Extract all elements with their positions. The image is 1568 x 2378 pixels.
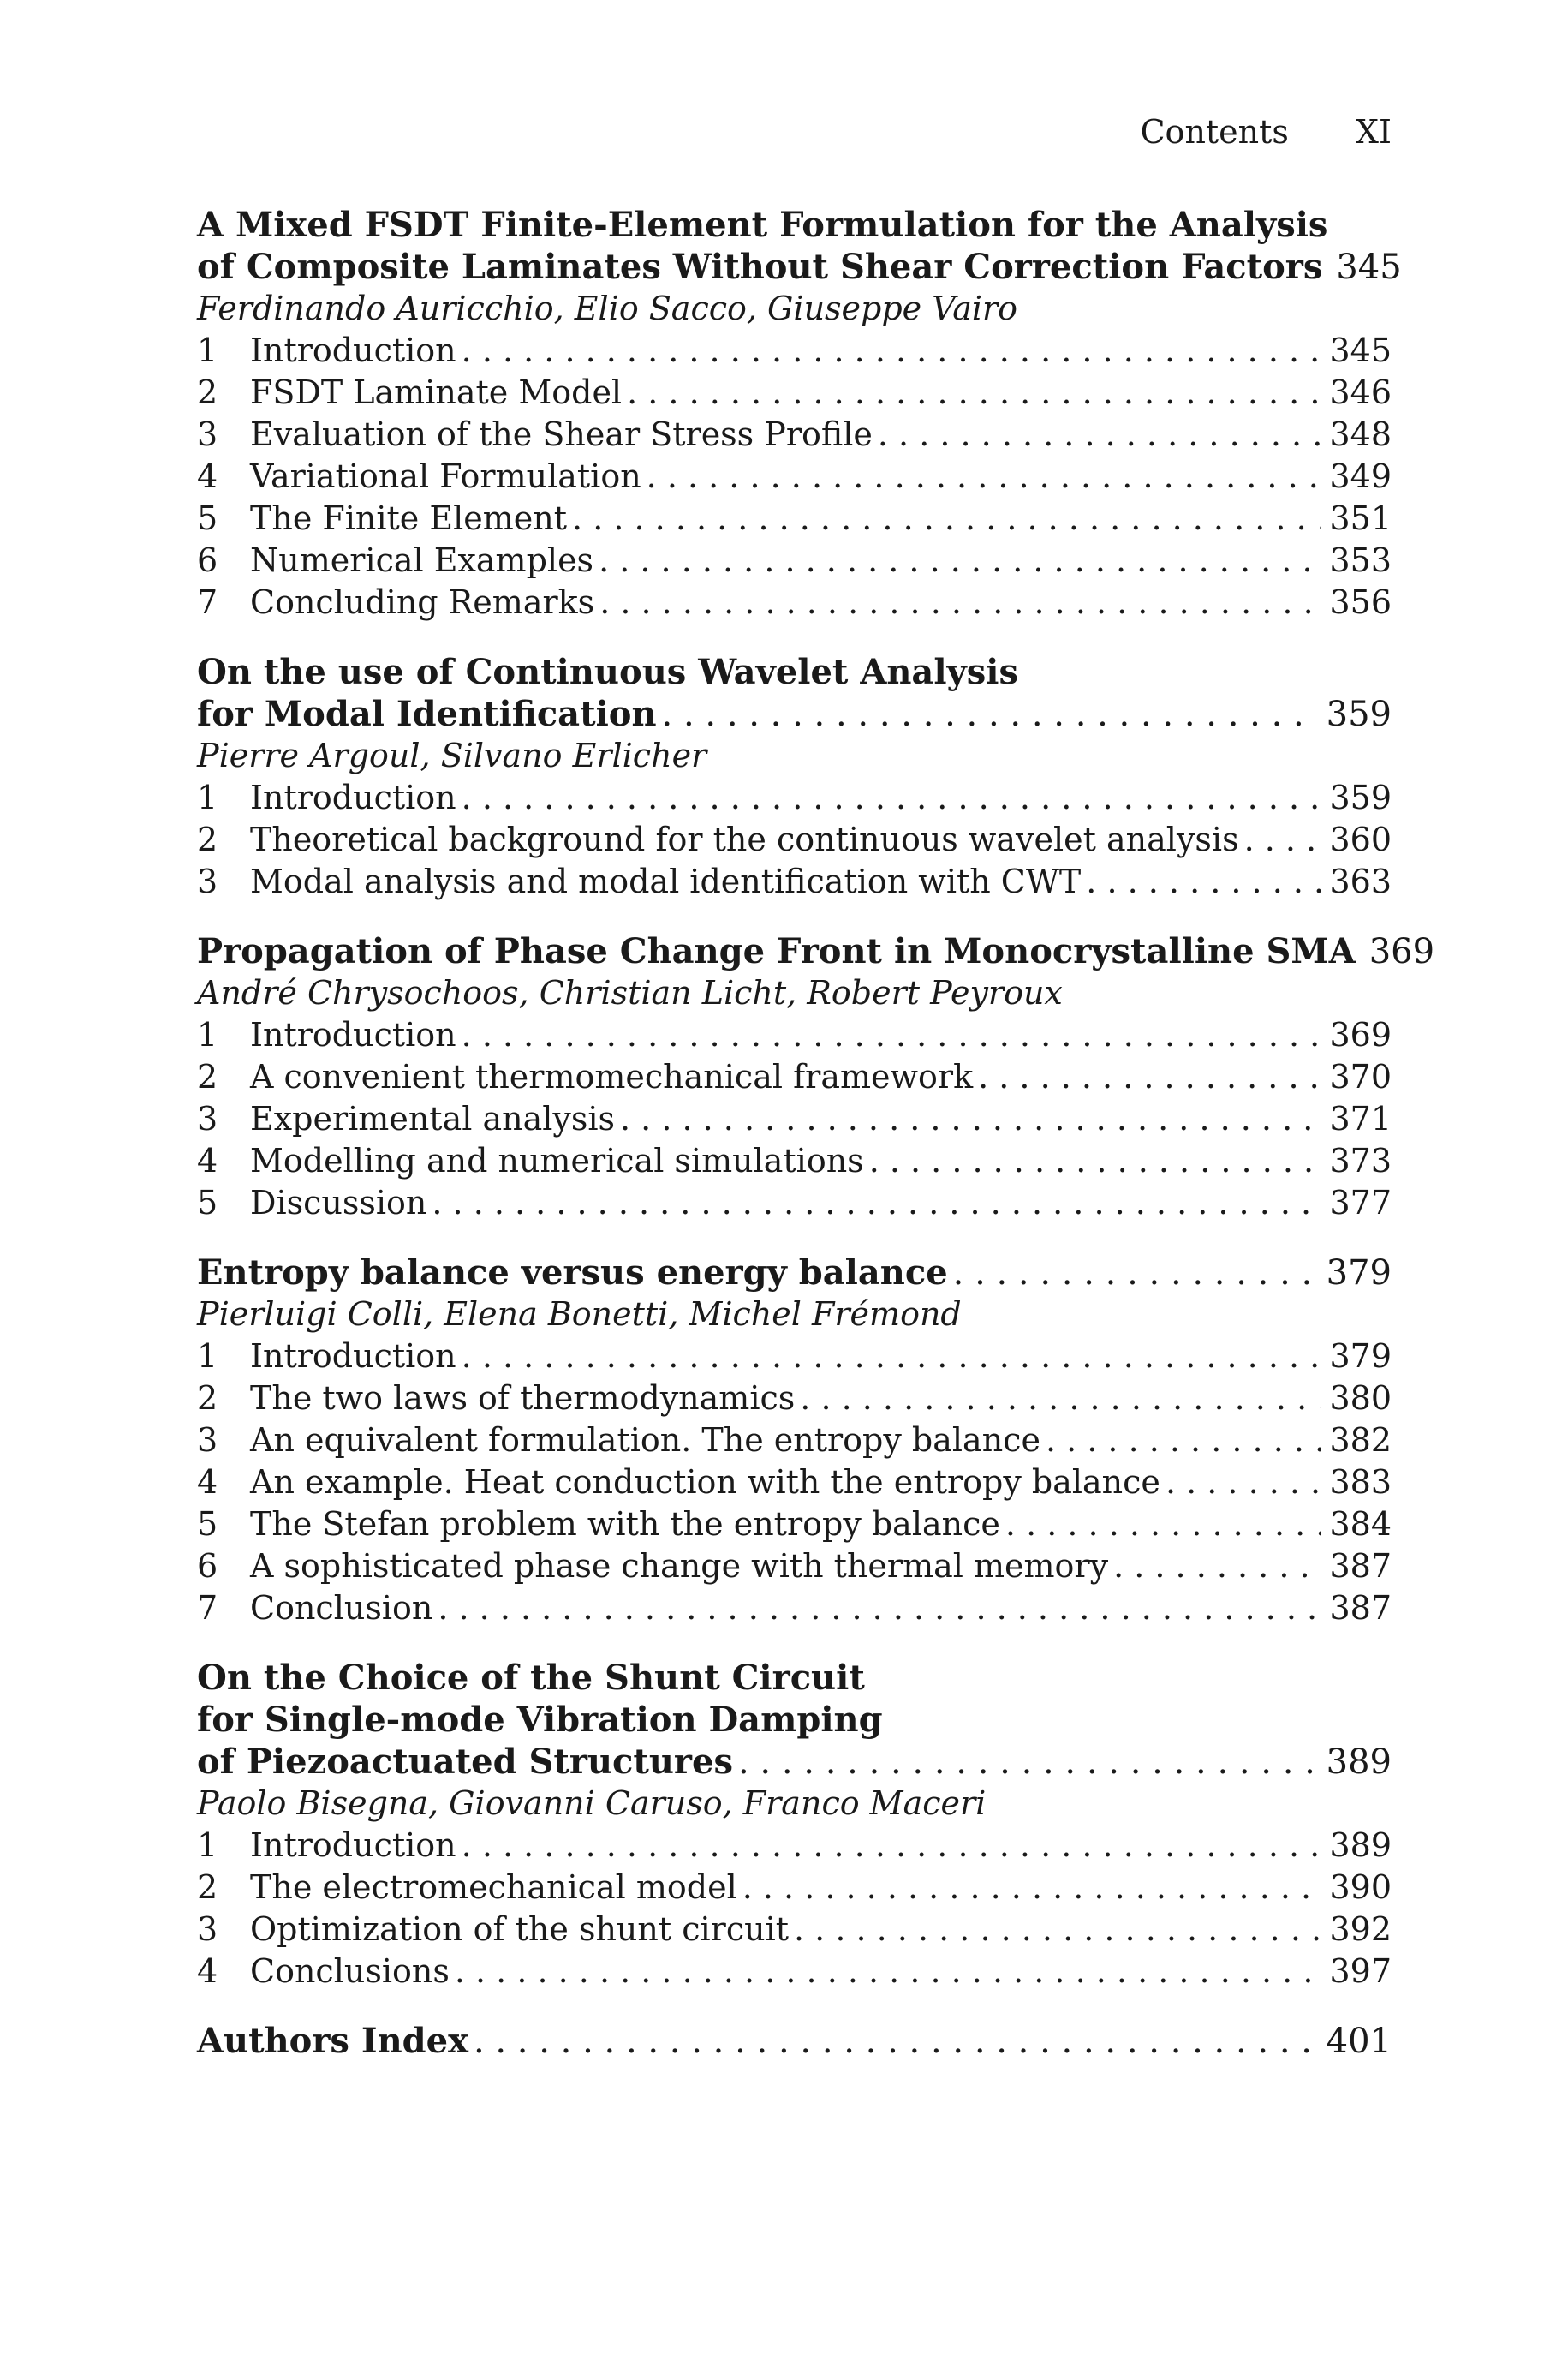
section-entry[interactable]: [197, 540, 1392, 582]
section-page-number: 360: [1329, 821, 1392, 858]
section-page-number: 387: [1329, 1547, 1392, 1585]
paper-page-number: 389: [1326, 1742, 1392, 1782]
section-page-number: 356: [1329, 583, 1392, 621]
section-page-number: 345: [1329, 332, 1392, 369]
section-page-number: 382: [1329, 1421, 1392, 1459]
section-number: 7: [197, 583, 218, 621]
section-title: Experimental analysis: [250, 1100, 616, 1138]
authors-index-entry[interactable]: [197, 2020, 1392, 2062]
section-entry[interactable]: [197, 1335, 1392, 1377]
paper-title-text: for Single-mode Vibration Damping: [197, 1700, 883, 1740]
paper-title-line: [197, 651, 1392, 693]
section-title: Introduction: [250, 1337, 456, 1375]
dot-leader: [647, 456, 1321, 498]
section-number: 4: [197, 1142, 218, 1180]
dot-leader: [1113, 1545, 1321, 1587]
dot-leader: [462, 1335, 1321, 1377]
section-title: The two laws of thermodynamics: [250, 1379, 796, 1417]
section-page-number: 351: [1329, 499, 1392, 537]
section-entry[interactable]: [197, 861, 1392, 903]
paper-title-text: of Composite Laminates Without Shear Correction Factors: [197, 247, 1323, 287]
section-number: 4: [197, 1952, 218, 1990]
section-number: 6: [197, 1547, 218, 1585]
toc-paper-entry: [197, 1252, 1392, 1629]
section-entry[interactable]: [197, 414, 1392, 456]
toc-paper-entry: [197, 651, 1392, 903]
paper-page-number: 345: [1336, 248, 1402, 287]
section-entry[interactable]: [197, 330, 1392, 372]
dot-leader: [1166, 1461, 1321, 1503]
section-title: Introduction: [250, 1826, 456, 1864]
paper-authors: Pierluigi Colli, Elena Bonetti, Michel Frémond: [197, 1295, 962, 1333]
section-page-number: 383: [1329, 1463, 1392, 1501]
section-page-number: 379: [1329, 1337, 1392, 1375]
section-title: A sophisticated phase change with thermal memory: [250, 1547, 1109, 1585]
section-title: Introduction: [250, 332, 456, 369]
section-entry[interactable]: [197, 1503, 1392, 1545]
paper-title-line[interactable]: [197, 930, 1435, 972]
section-number: 3: [197, 863, 218, 900]
section-number: 1: [197, 1337, 218, 1375]
section-number: 2: [197, 373, 218, 411]
section-title: Modelling and numerical simulations: [250, 1142, 864, 1180]
section-entry[interactable]: [197, 1377, 1392, 1419]
paper-title-line: [197, 204, 1392, 246]
section-entry[interactable]: [197, 1140, 1392, 1182]
section-number: 5: [197, 1505, 218, 1543]
section-number: 1: [197, 1826, 218, 1864]
paper-authors: Pierre Argoul, Silvano Erlicher: [197, 737, 707, 774]
section-title: The electromechanical model: [250, 1868, 737, 1906]
table-of-contents: [197, 204, 1435, 2062]
paper-title-text: Propagation of Phase Change Front in Monocrystalline SMA: [197, 931, 1356, 971]
section-page-number: 348: [1329, 415, 1392, 453]
paper-title-line[interactable]: [197, 693, 1392, 735]
section-title: A convenient thermomechanical framework: [250, 1058, 974, 1096]
running-head-page-number: XI: [1355, 113, 1392, 151]
authors-index-page-number: 401: [1326, 2022, 1392, 2061]
section-page-number: 392: [1329, 1910, 1392, 1948]
section-page-number: 359: [1329, 779, 1392, 816]
toc-paper-entry: [197, 930, 1435, 1224]
dot-leader: [455, 1951, 1321, 1993]
section-entry[interactable]: [197, 1951, 1392, 1993]
section-entry[interactable]: [197, 582, 1392, 624]
section-number: 3: [197, 415, 218, 453]
dot-leader: [1244, 819, 1321, 861]
paper-title-line: [197, 1699, 1392, 1741]
paper-page-number: 369: [1368, 932, 1435, 971]
section-title: Modal analysis and modal identification with CWT: [250, 863, 1082, 900]
section-title: The Stefan problem with the entropy balance: [250, 1505, 1000, 1543]
section-title: Evaluation of the Shear Stress Profile: [250, 415, 873, 453]
section-entry[interactable]: [197, 1825, 1392, 1867]
dot-leader: [742, 1867, 1321, 1909]
section-title: Optimization of the shunt circuit: [250, 1910, 790, 1948]
section-entry[interactable]: [197, 1098, 1392, 1140]
section-title: Concluding Remarks: [250, 583, 595, 621]
section-page-number: 369: [1329, 1016, 1392, 1054]
section-entry[interactable]: [197, 1909, 1392, 1951]
section-number: 4: [197, 457, 218, 495]
section-title: Theoretical background for the continuous wavelet analysis: [250, 821, 1239, 858]
dot-leader: [869, 1140, 1321, 1182]
paper-page-number: 379: [1326, 1253, 1392, 1293]
paper-title-text: for Modal Identification: [197, 694, 657, 734]
section-page-number: 370: [1329, 1058, 1392, 1096]
paper-title-text: A Mixed FSDT Finite-Element Formulation for the Analysis: [197, 205, 1328, 245]
section-number: 2: [197, 1868, 218, 1906]
section-number: 5: [197, 499, 218, 537]
section-title: Discussion: [250, 1184, 427, 1222]
authors-index-title: Authors Index: [197, 2021, 468, 2061]
dot-leader: [462, 1825, 1321, 1867]
section-number: 5: [197, 1184, 218, 1222]
section-page-number: 389: [1329, 1826, 1392, 1864]
section-title: Introduction: [250, 779, 456, 816]
dot-leader: [462, 330, 1321, 372]
section-page-number: 346: [1329, 373, 1392, 411]
section-page-number: 380: [1329, 1379, 1392, 1417]
section-page-number: 390: [1329, 1868, 1392, 1906]
paper-title-text: of Piezoactuated Structures: [197, 1742, 733, 1782]
running-head-section: Contents: [1140, 113, 1289, 151]
section-entry[interactable]: [197, 1867, 1392, 1909]
running-head: [1140, 113, 1392, 151]
dot-leader: [1005, 1503, 1321, 1545]
paper-title-text: On the Choice of the Shunt Circuit: [197, 1658, 865, 1698]
section-page-number: 363: [1329, 863, 1392, 900]
section-number: 4: [197, 1463, 218, 1501]
section-page-number: 397: [1329, 1952, 1392, 1990]
dot-leader: [432, 1182, 1321, 1224]
section-title: Introduction: [250, 1016, 456, 1054]
paper-title-line[interactable]: [197, 246, 1402, 288]
dot-leader: [1046, 1419, 1321, 1461]
section-entry[interactable]: [197, 456, 1392, 498]
section-entry[interactable]: [197, 1014, 1392, 1056]
section-title: Variational Formulation: [250, 457, 641, 495]
section-number: 3: [197, 1421, 218, 1459]
dot-leader: [878, 414, 1321, 456]
section-title: The Finite Element: [250, 499, 568, 537]
dot-leader: [794, 1909, 1321, 1951]
dot-leader: [1086, 861, 1321, 903]
dot-leader: [438, 1587, 1321, 1629]
section-page-number: 384: [1329, 1505, 1392, 1543]
section-page-number: 353: [1329, 541, 1392, 579]
section-entry[interactable]: [197, 1461, 1392, 1503]
paper-authors: Paolo Bisegna, Giovanni Caruso, Franco Maceri: [197, 1784, 987, 1822]
section-number: 6: [197, 541, 218, 579]
section-number: 1: [197, 332, 218, 369]
dot-leader: [462, 1014, 1321, 1056]
section-entry[interactable]: [197, 372, 1392, 414]
paper-title-line[interactable]: [197, 1252, 1392, 1294]
section-number: 1: [197, 1016, 218, 1054]
section-entry[interactable]: [197, 819, 1392, 861]
paper-title-text: On the use of Continuous Wavelet Analysis: [197, 652, 1019, 692]
section-title: Conclusion: [250, 1589, 433, 1627]
dot-leader: [738, 1741, 1318, 1784]
dot-leader: [572, 498, 1321, 540]
dot-leader: [978, 1056, 1321, 1098]
section-page-number: 377: [1329, 1184, 1392, 1222]
paper-title-line[interactable]: [197, 1741, 1392, 1783]
section-title: Numerical Examples: [250, 541, 594, 579]
section-page-number: 349: [1329, 457, 1392, 495]
section-number: 7: [197, 1589, 218, 1627]
section-title: An example. Heat conduction with the entropy balance: [250, 1463, 1160, 1501]
section-number: 3: [197, 1100, 218, 1138]
section-number: 1: [197, 779, 218, 816]
section-entry[interactable]: [197, 1182, 1392, 1224]
paper-title-line: [197, 1657, 1392, 1699]
section-entry[interactable]: [197, 498, 1392, 540]
paper-title-text: Entropy balance versus energy balance: [197, 1252, 948, 1293]
section-number: 3: [197, 1910, 218, 1948]
paper-authors: Ferdinando Auricchio, Elio Sacco, Giuseppe Vairo: [197, 290, 1018, 327]
section-entry[interactable]: [197, 1545, 1392, 1587]
toc-paper-entry: [197, 204, 1402, 624]
dot-leader: [620, 1098, 1321, 1140]
section-number: 2: [197, 1379, 218, 1417]
section-title: Conclusions: [250, 1952, 450, 1990]
section-entry[interactable]: [197, 1587, 1392, 1629]
section-page-number: 373: [1329, 1142, 1392, 1180]
dot-leader: [662, 693, 1318, 736]
dot-leader: [953, 1252, 1318, 1294]
section-number: 2: [197, 1058, 218, 1096]
dot-leader: [599, 582, 1321, 624]
dot-leader: [800, 1377, 1321, 1419]
section-page-number: 371: [1329, 1100, 1392, 1138]
toc-paper-entry: [197, 1657, 1392, 1993]
dot-leader: [474, 2020, 1318, 2063]
section-title: An equivalent formulation. The entropy balance: [250, 1421, 1040, 1459]
section-entry[interactable]: [197, 1419, 1392, 1461]
section-title: FSDT Laminate Model: [250, 373, 623, 411]
section-entry[interactable]: [197, 777, 1392, 819]
paper-authors: André Chrysochoos, Christian Licht, Robert Peyroux: [197, 974, 1063, 1012]
section-page-number: 387: [1329, 1589, 1392, 1627]
section-entry[interactable]: [197, 1056, 1392, 1098]
dot-leader: [462, 777, 1321, 819]
dot-leader: [599, 540, 1321, 582]
paper-page-number: 359: [1326, 695, 1392, 734]
section-number: 2: [197, 821, 218, 858]
dot-leader: [627, 372, 1321, 414]
